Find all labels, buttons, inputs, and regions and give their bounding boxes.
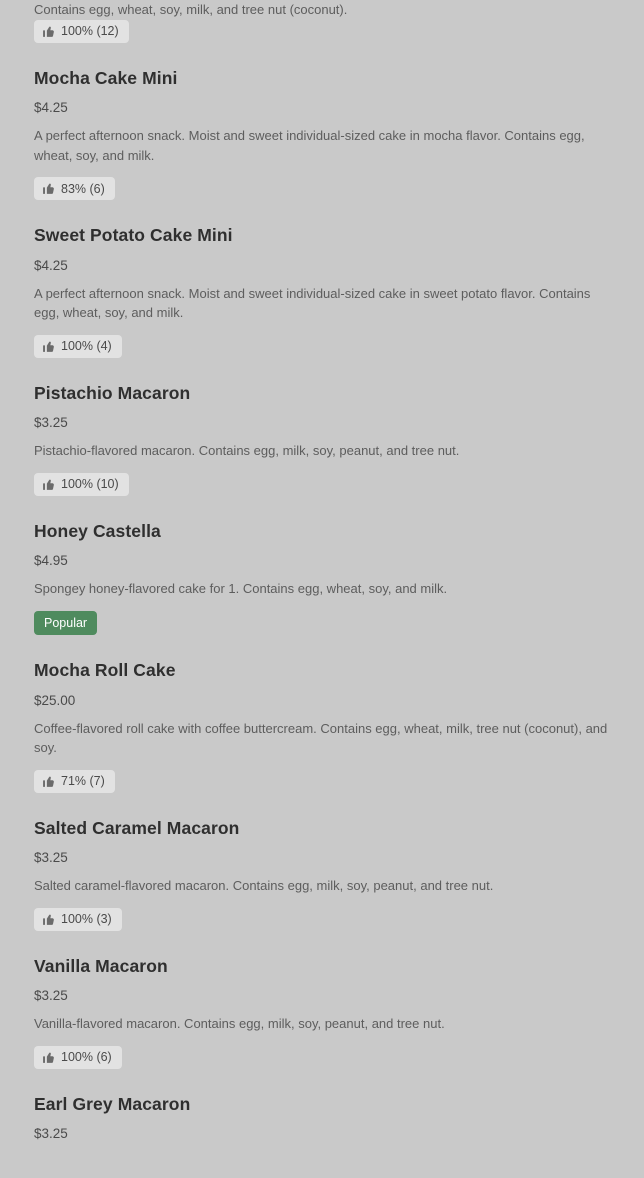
menu-item[interactable] bbox=[34, 522, 610, 661]
item-price: $3.25 bbox=[34, 987, 68, 1003]
badge-row bbox=[34, 473, 610, 496]
menu-item[interactable] bbox=[34, 819, 610, 957]
rating-label: 83% (6) bbox=[61, 181, 105, 196]
thumbs-up-icon bbox=[42, 182, 55, 195]
menu-item[interactable] bbox=[34, 69, 610, 226]
badge-row bbox=[34, 908, 610, 931]
rating-label: 100% (4) bbox=[61, 339, 112, 354]
status-badge bbox=[34, 335, 122, 358]
rating-label: 100% (3) bbox=[61, 911, 112, 926]
item-name: Sweet Potato Cake Mini bbox=[34, 225, 233, 246]
item-description: Coffee-flavored roll cake with coffee buttercream. Contains egg, wheat, milk, tree nut (coconut), and soy. bbox=[34, 720, 608, 756]
status-badge bbox=[34, 177, 115, 200]
item-name: Mocha Roll Cake bbox=[34, 660, 176, 681]
badge-row bbox=[34, 20, 610, 43]
item-name: Mocha Cake Mini bbox=[34, 68, 178, 88]
thumbs-up-icon bbox=[42, 25, 55, 38]
status-badge bbox=[34, 473, 129, 496]
rating-label: 100% (6) bbox=[61, 1049, 112, 1064]
badge-row bbox=[34, 1046, 610, 1069]
thumbs-up-icon bbox=[42, 775, 55, 788]
item-price: $25.00 bbox=[34, 692, 76, 708]
thumbs-up-icon bbox=[42, 340, 55, 353]
thumbs-up-icon bbox=[42, 1051, 55, 1064]
item-price: $4.95 bbox=[34, 553, 68, 569]
item-price: $4.25 bbox=[34, 100, 68, 116]
thumbs-up-icon bbox=[42, 913, 55, 926]
menu-item[interactable] bbox=[34, 0, 610, 69]
item-description: Contains egg, wheat, soy, milk, and tree nut (coconut). bbox=[34, 2, 348, 17]
rating-label: 100% (12) bbox=[61, 24, 119, 39]
thumbs-up-icon bbox=[42, 478, 55, 491]
menu-item[interactable] bbox=[34, 384, 610, 522]
item-price: $3.25 bbox=[34, 849, 68, 865]
item-description: Vanilla-flavored macaron. Contains egg, milk, soy, peanut, and tree nut. bbox=[34, 1016, 445, 1032]
status-badge bbox=[34, 908, 122, 931]
item-name: Pistachio Macaron bbox=[34, 382, 191, 403]
item-name: Vanilla Macaron bbox=[34, 955, 168, 976]
badge-row bbox=[34, 335, 610, 358]
rating-label: 71% (7) bbox=[61, 773, 105, 788]
badge-row bbox=[34, 177, 610, 200]
item-price: $4.25 bbox=[34, 257, 68, 273]
menu-item[interactable] bbox=[34, 1095, 610, 1178]
popular-badge: Popular bbox=[34, 611, 97, 636]
menu-item[interactable] bbox=[34, 226, 610, 383]
item-description: Salted caramel-flavored macaron. Contains egg, milk, soy, peanut, and tree nut. bbox=[34, 878, 494, 894]
item-price: $3.25 bbox=[34, 1125, 68, 1141]
item-name: Earl Grey Macaron bbox=[34, 1093, 191, 1114]
item-description: Pistachio-flavored macaron. Contains egg, milk, soy, peanut, and tree nut. bbox=[34, 443, 460, 459]
status-badge bbox=[34, 1046, 122, 1069]
item-name: Salted Caramel Macaron bbox=[34, 817, 240, 838]
item-description: A perfect afternoon snack. Moist and sweet individual-sized cake in sweet potato flavor. Contains egg, wheat, soy, and milk. bbox=[34, 285, 591, 321]
item-price: $3.25 bbox=[34, 415, 68, 431]
badge-row bbox=[34, 770, 610, 793]
status-badge bbox=[34, 20, 129, 43]
item-description: Spongey honey-flavored cake for 1. Contains egg, wheat, soy, and milk. bbox=[34, 581, 448, 597]
rating-label: 100% (10) bbox=[61, 477, 119, 492]
item-name: Honey Castella bbox=[34, 520, 161, 541]
badge-row bbox=[34, 611, 610, 636]
menu-item[interactable] bbox=[34, 661, 610, 818]
menu-item[interactable] bbox=[34, 957, 610, 1095]
status-badge bbox=[34, 770, 115, 793]
item-description: A perfect afternoon snack. Moist and sweet individual-sized cake in mocha flavor. Contains egg, wheat, soy, and milk. bbox=[34, 128, 585, 163]
